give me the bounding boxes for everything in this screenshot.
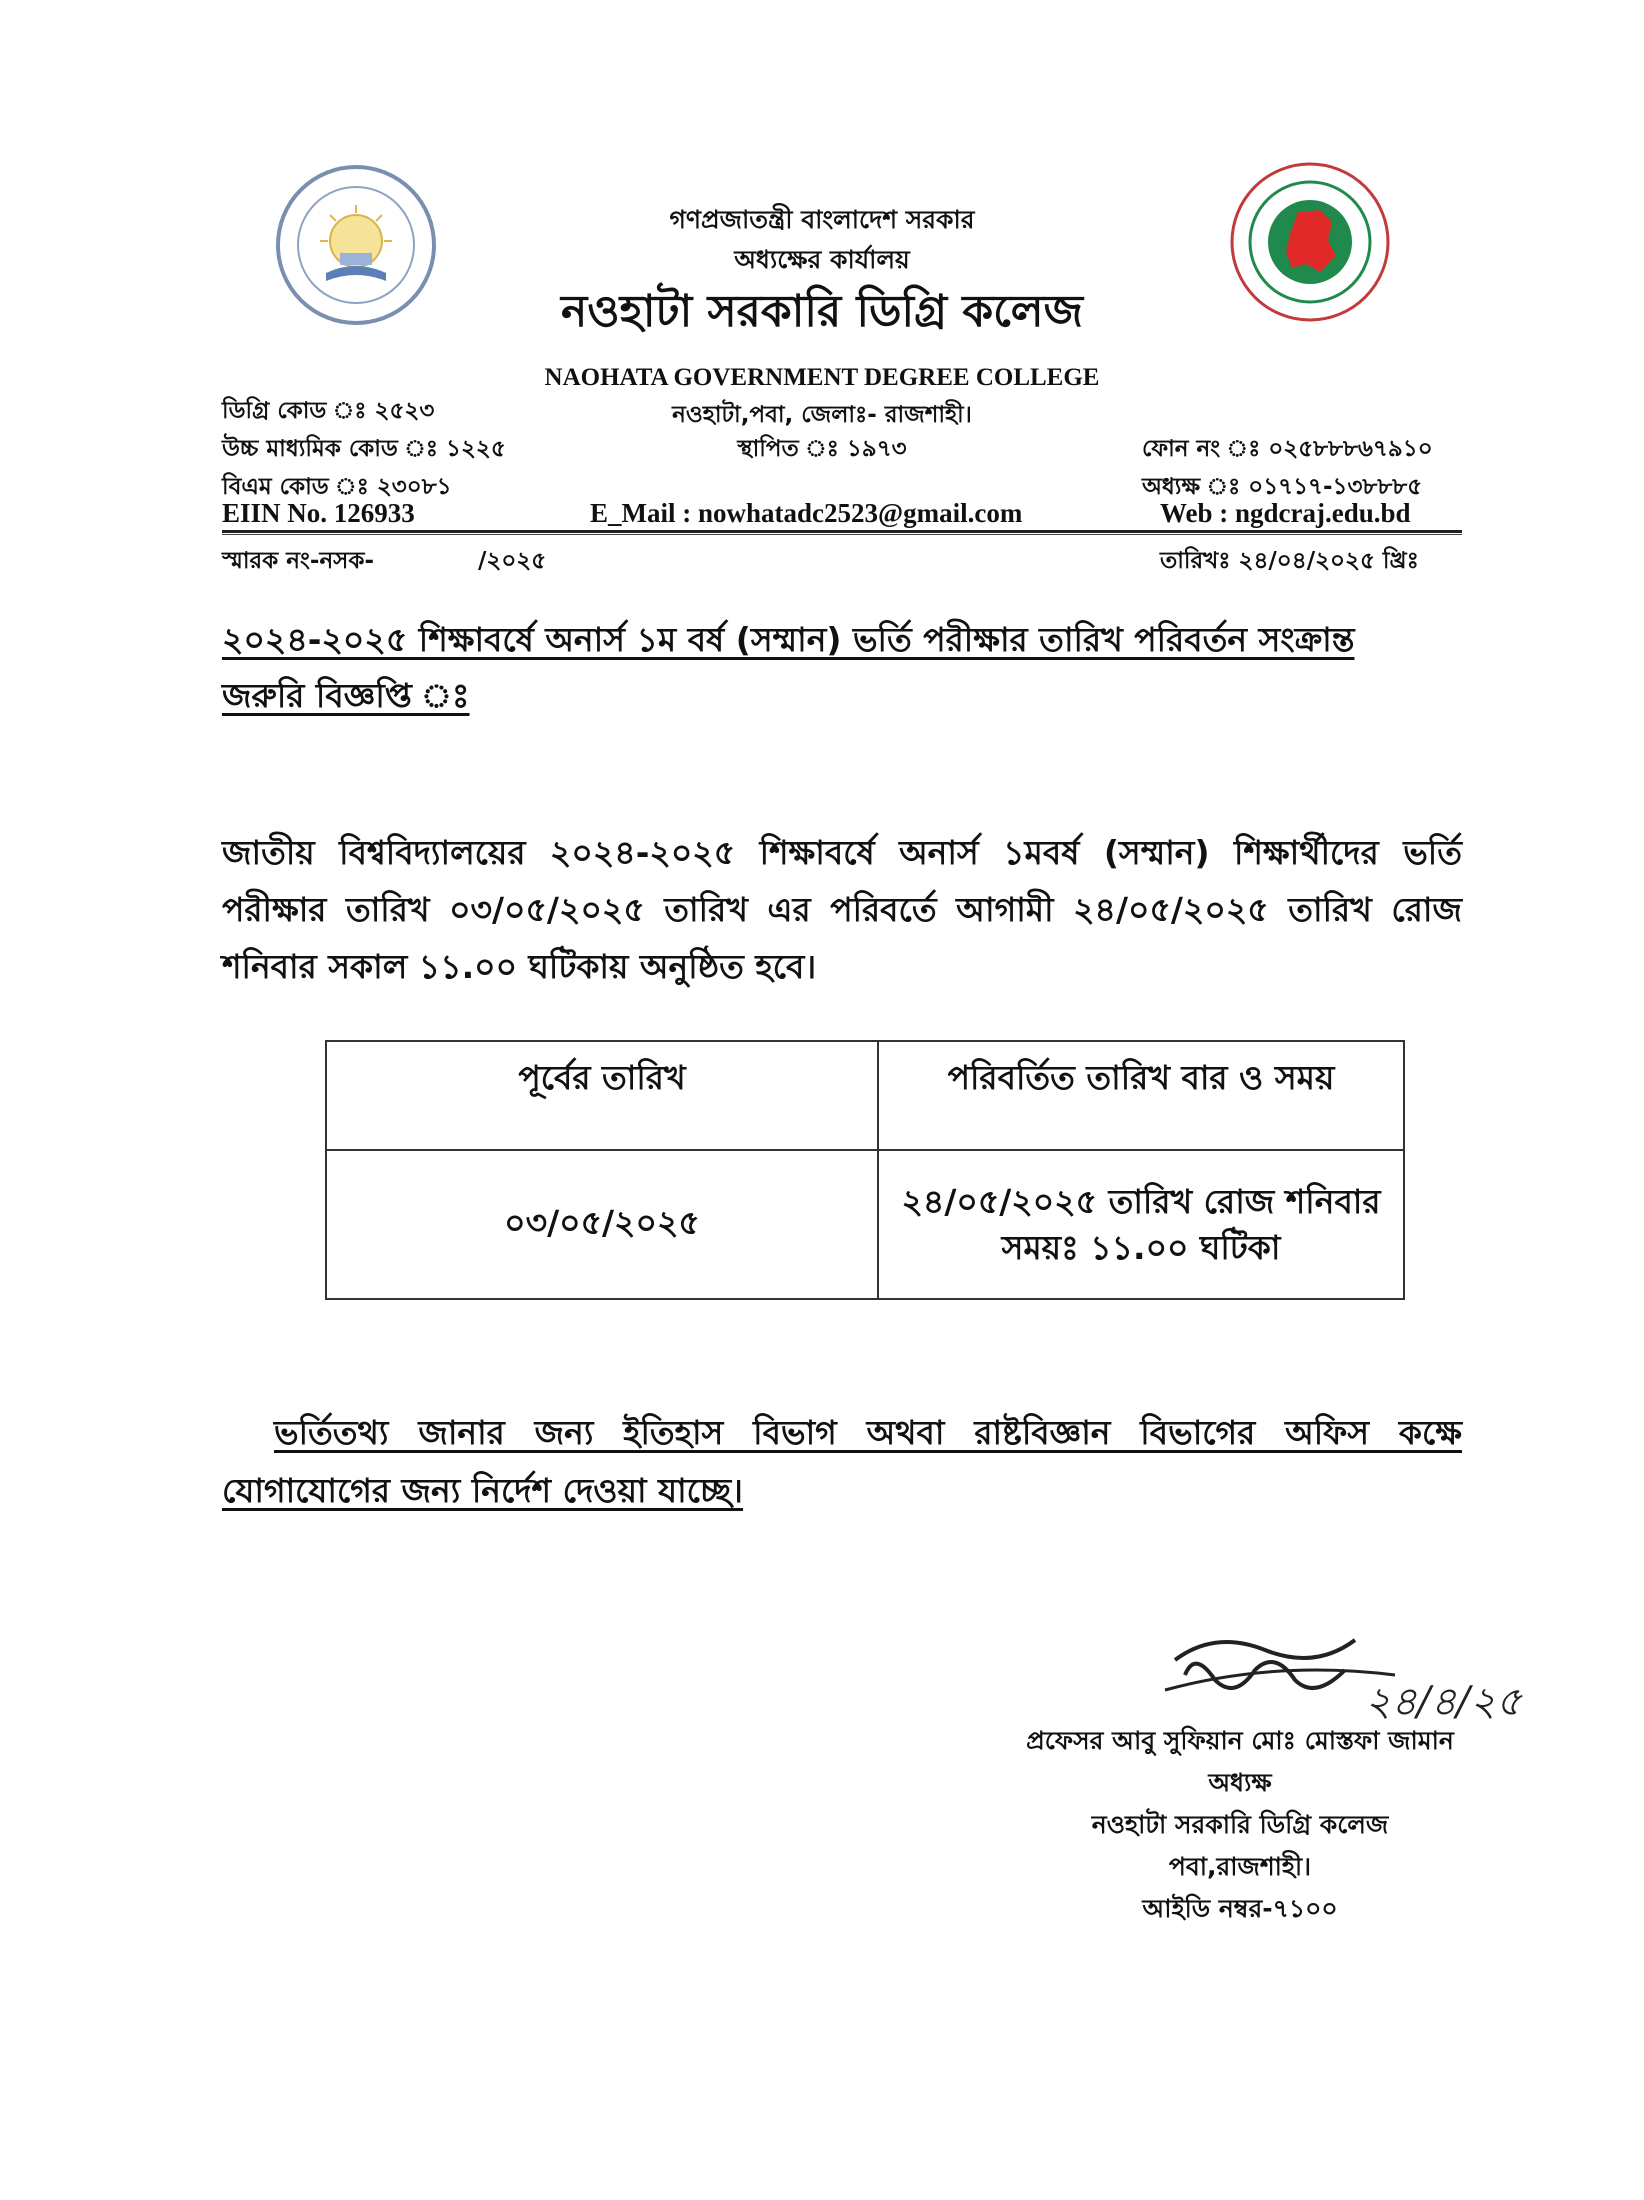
bm-code: বিএম কোড ঃ ২৩০৮১	[222, 474, 452, 500]
changed-date-cell	[878, 1150, 1404, 1299]
subject-line-2: জরুরি বিজ্ঞপ্তি ঃ	[222, 676, 470, 715]
table-header-previous: পূর্বের তারিখ	[326, 1041, 878, 1150]
signature-block	[960, 1720, 1520, 1930]
phone-number: ফোন নং ঃ ০২৫৮৮৮৬৭৯১০	[1142, 436, 1433, 462]
table-header-changed: পরিবর্তিত তারিখ বার ও সময়	[878, 1041, 1404, 1150]
header-divider-thin	[222, 534, 1462, 535]
memo-year: /২০২৫	[478, 548, 547, 574]
hsc-code: উচ্চ মাধ্যমিক কোড ঃ ১২২৫	[222, 436, 506, 462]
subject-line-1: ২০২৪-২০২৫ শিক্ষাবর্ষে অনার্স ১ম বর্ষ (সম্মান) ভর্তি পরীক্ষার তারিখ পরিবর্তন সংক্রান্ত	[222, 620, 1355, 659]
notice-subject	[222, 612, 1462, 724]
college-name-english: NAOHATA GOVERNMENT DEGREE COLLEGE	[544, 364, 1100, 391]
memo-number-label: স্মারক নং-নসক-	[222, 548, 374, 574]
handwritten-date: ২৪/৪/২৫	[1365, 1679, 1522, 1725]
established-year: স্থাপিত ঃ ১৯৭৩	[737, 436, 907, 462]
signatory-name: প্রফেসর আবু সুফিয়ান মোঃ মোস্তফা জামান	[1026, 1726, 1454, 1755]
notice-body: জাতীয় বিশ্ববিদ্যালয়ের ২০২৪-২০২৫ শিক্ষাবর্ষে অনার্স ১মবর্ষ (সম্মান) শিক্ষার্থীদের ভর্তি পরীক্ষার তারিখ ০৩/০৫/২০২৫ তারিখ এর পরিবর্তে আগামী ২৪/০৫/২০২৫ তারিখ রোজ শনিবার সকাল ১১.০০ ঘটিকায় অনুষ্ঠিত হবে।	[222, 833, 1462, 986]
changed-time: সময়ঃ ১১.০০ ঘটিকা	[1001, 1227, 1281, 1267]
signatory-id: আইডি নম্বর-৭১০০	[1142, 1894, 1338, 1923]
changed-date: ২৪/০৫/২০২৫ তারিখ রোজ শনিবার	[901, 1181, 1381, 1221]
website: Web : ngdcraj.edu.bd	[1160, 498, 1411, 528]
degree-code: ডিগ্রি কোড ঃ ২৫২৩	[222, 398, 435, 424]
college-address: নওহাটা,পবা, জেলাঃ- রাজশাহী।	[672, 402, 972, 428]
signatory-location: পবা,রাজশাহী।	[1168, 1852, 1312, 1881]
signatory-college: নওহাটা সরকারি ডিগ্রি কলেজ	[1091, 1810, 1389, 1839]
government-heading: গণপ্রজাতন্ত্রী বাংলাদেশ সরকার	[669, 205, 975, 234]
instruction-line-1: ভর্তিতথ্য জানার জন্য ইতিহাস বিভাগ অথবা রাষ্টবিজ্ঞান বিভাগের অফিস কক্ষে	[274, 1413, 1462, 1452]
office-heading: অধ্যক্ষের কার্যালয়	[734, 245, 910, 274]
eiin-number: EIIN No. 126933	[222, 498, 415, 528]
handwritten-signature	[1155, 1620, 1575, 1730]
college-name-bengali: নওহাটা সরকারি ডিগ্রি কলেজ	[561, 286, 1083, 337]
instruction-line-2: যোগাযোগের জন্য নির্দেশ দেওয়া যাচ্ছে।	[222, 1471, 743, 1510]
previous-date-cell: ০৩/০৫/২০২৫	[326, 1150, 878, 1299]
notice-date: তারিখঃ ২৪/০৪/২০২৫ খ্রিঃ	[1160, 548, 1419, 574]
signatory-designation: অধ্যক্ষ	[1208, 1768, 1272, 1797]
contact-instruction	[222, 1404, 1462, 1520]
header-divider	[222, 530, 1462, 533]
date-change-table	[325, 1040, 1405, 1300]
email-address: E_Mail : nowhatadc2523@gmail.com	[590, 498, 1023, 528]
principal-phone: অধ্যক্ষ ঃ ০১৭১৭-১৩৮৮৮৫	[1142, 474, 1423, 500]
